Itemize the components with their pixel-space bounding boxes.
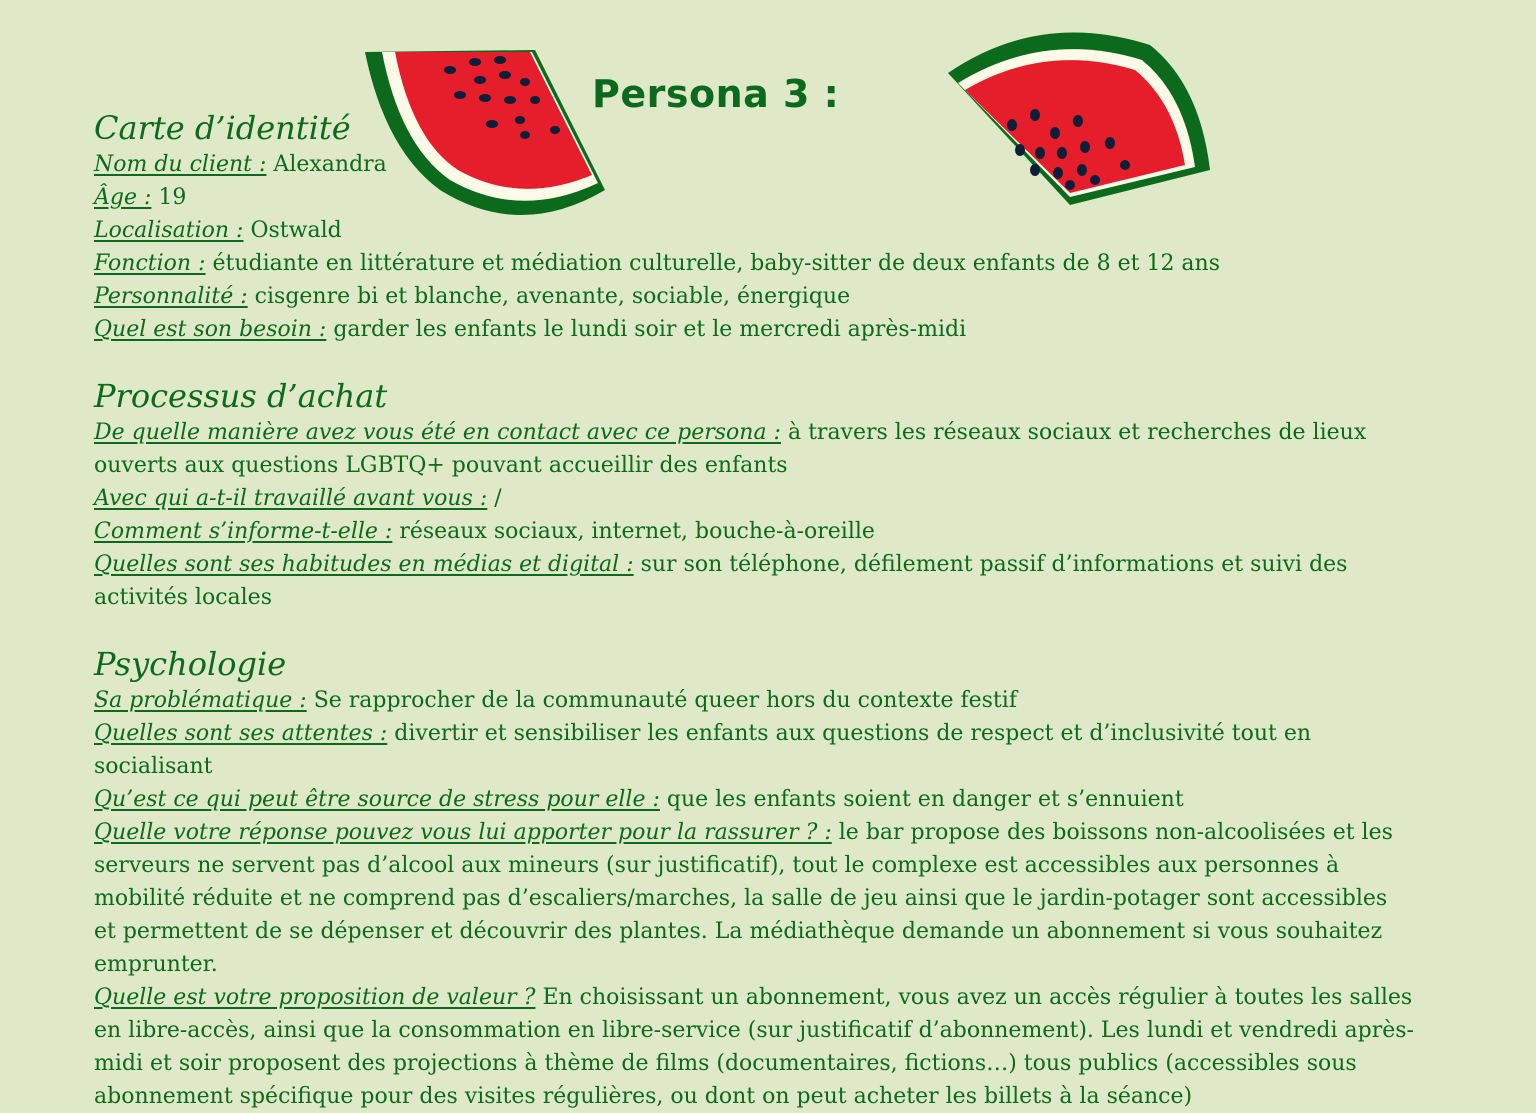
- field-row: [94, 717, 1414, 783]
- page-title: Persona 3 :: [592, 72, 840, 116]
- field-row: [94, 548, 1414, 614]
- field-value: que les enfants soient en danger et s’ennuient: [659, 787, 1184, 812]
- field-row: [94, 247, 1414, 280]
- field-label: Quelles sont ses habitudes en médias et digital :: [94, 552, 634, 577]
- field-label: Qu’est ce qui peut être source de stress pour elle :: [94, 787, 660, 812]
- field-value: le bar propose des boissons non-alcoolisées et les serveurs ne servent pas d’alcool aux mineurs (sur justificatif), tout le complexe est accessibles aux personnes à mobilité réduite et ne comprend pas d’escaliers/marches, la salle de jeu ainsi que le jardin-potager sont accessibles et permettent de se dépenser et découvrir des plantes. La médiathèque demande un abonnement si vous souhaitez emprunter.: [94, 820, 1393, 977]
- section-title: Psychologie: [94, 645, 287, 683]
- field-row: [94, 816, 1414, 981]
- field-label: Quelle est votre proposition de valeur ?: [94, 985, 536, 1010]
- field-label: Quelles sont ses attentes :: [94, 721, 388, 746]
- field-row: [94, 280, 1414, 313]
- persona-content: [94, 108, 1414, 1113]
- field-label: Avec qui a-t-il travaillé avant vous :: [94, 486, 488, 511]
- field-label: De quelle manière avez vous été en contact avec ce persona :: [94, 420, 781, 445]
- field-row: [94, 181, 1414, 214]
- field-row: [94, 684, 1414, 717]
- field-value: réseaux sociaux, internet, bouche-à-oreille: [392, 519, 875, 544]
- field-label: Personnalité :: [94, 284, 248, 309]
- field-value: 19: [151, 185, 187, 210]
- field-value: divertir et sensibiliser les enfants aux questions de respect et d’inclusivité tout en socialisant: [94, 721, 1312, 779]
- field-value: Se rapprocher de la communauté queer hors du contexte festif: [306, 688, 1017, 713]
- field-label: Nom du client :: [94, 152, 267, 177]
- field-row: [94, 981, 1414, 1113]
- field-value: cisgenre bi et blanche, avenante, sociable, énergique: [247, 284, 851, 309]
- field-row: [94, 313, 1414, 346]
- section-purchase-process: [94, 376, 1414, 614]
- field-row: [94, 148, 1414, 181]
- section-psychology: [94, 644, 1414, 1113]
- field-label: Âge :: [94, 185, 152, 210]
- section-title: Carte d’identité: [94, 109, 351, 147]
- field-label: Quelle votre réponse pouvez vous lui apporter pour la rassurer ? :: [94, 820, 832, 845]
- field-row: [94, 214, 1414, 247]
- field-value: En choisissant un abonnement, vous avez un accès régulier à toutes les salles en libre-accès, ainsi que la consommation en libre-service (sur justificatif d’abonnement). Les lundi et vendredi après-midi et soir proposent des projections à thème de films (documentaires, fictions…) tous publics (accessibles sous abonnement spécifique pour des visites régulières, ou dont on peut acheter les billets à la séance): [94, 985, 1414, 1109]
- field-row: [94, 783, 1414, 816]
- field-label: Quel est son besoin :: [94, 317, 327, 342]
- field-value: garder les enfants le lundi soir et le mercredi après-midi: [326, 317, 967, 342]
- field-label: Comment s’informe-t-elle :: [94, 519, 393, 544]
- section-identity: [94, 108, 1414, 346]
- section-title: Processus d’achat: [94, 377, 388, 415]
- field-row: [94, 416, 1414, 482]
- field-value: Alexandra: [266, 152, 387, 177]
- field-value: sur son téléphone, défilement passif d’informations et suivi des activités locales: [94, 552, 1348, 610]
- field-row: [94, 482, 1414, 515]
- field-label: Fonction :: [94, 251, 206, 276]
- field-value: étudiante en littérature et médiation culturelle, baby-sitter de deux enfants de 8 et 12 ans: [205, 251, 1221, 276]
- field-label: Localisation :: [94, 218, 244, 243]
- field-value: à travers les réseaux sociaux et recherches de lieux ouverts aux questions LGBTQ+ pouvant accueillir des enfants: [94, 420, 1367, 478]
- field-value: Ostwald: [243, 218, 342, 243]
- field-value: /: [487, 486, 502, 511]
- field-row: [94, 515, 1414, 548]
- field-label: Sa problématique :: [94, 688, 307, 713]
